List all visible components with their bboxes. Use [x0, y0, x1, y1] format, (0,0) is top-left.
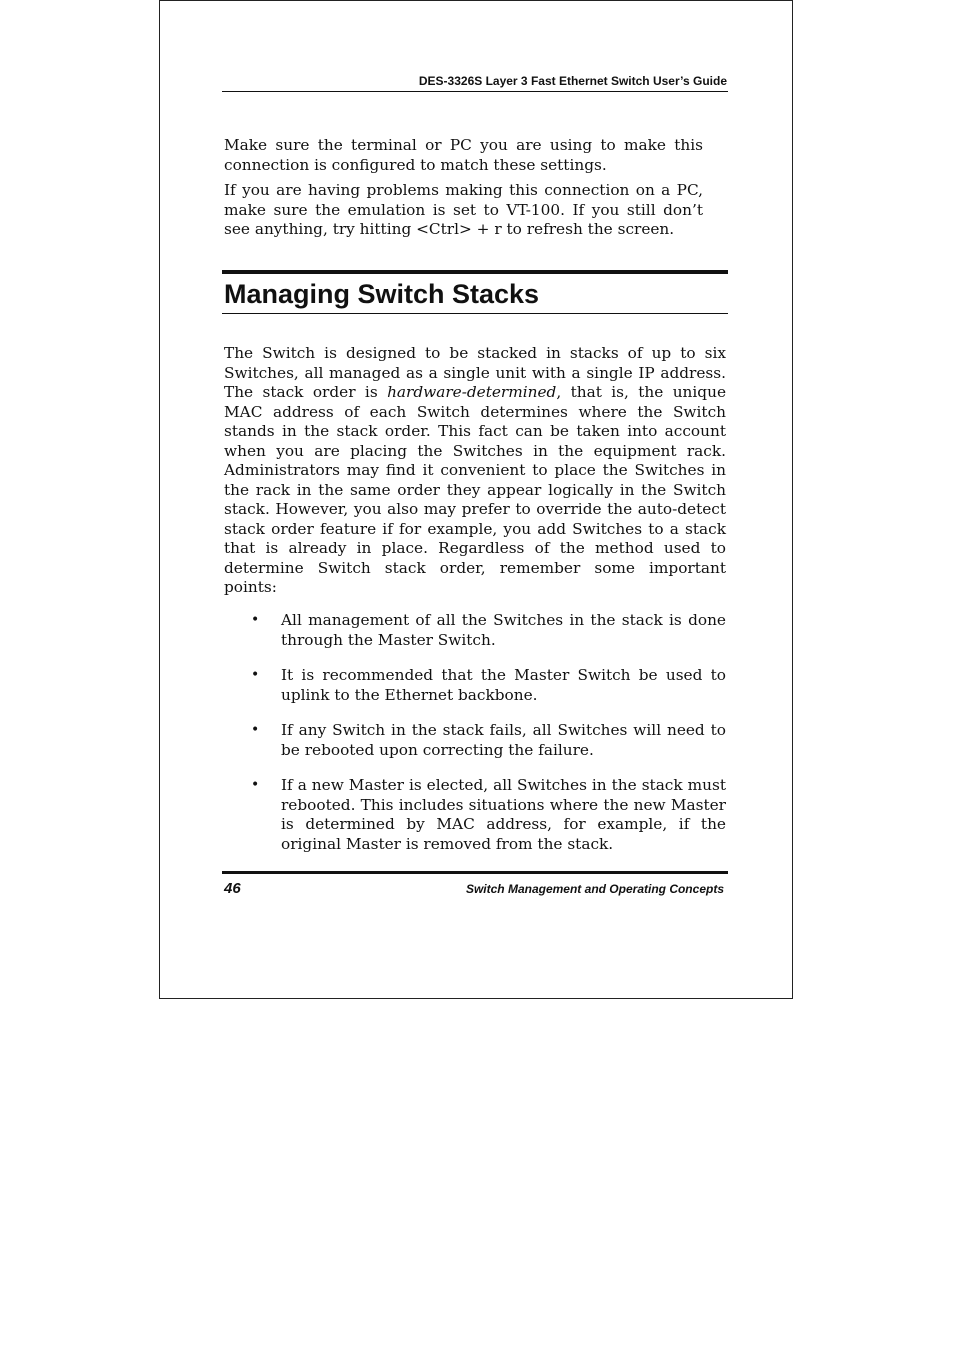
- section-body-paragraph: [224, 344, 726, 598]
- footer-chapter-title: Switch Management and Operating Concepts: [465, 882, 724, 896]
- header-rule: [222, 91, 728, 92]
- section-heading: Managing Switch Stacks: [224, 279, 540, 309]
- important-points-list: [224, 611, 726, 870]
- heading-rule-bottom: [222, 313, 728, 314]
- page-number: 46: [224, 880, 241, 897]
- bullet-icon: •: [251, 612, 260, 628]
- heading-rule-top: [222, 270, 728, 274]
- list-item: [224, 611, 726, 650]
- bullet-icon: •: [251, 722, 260, 738]
- body-text-emphasis: hardware-determined: [387, 383, 557, 401]
- running-header: DES-3326S Layer 3 Fast Ethernet Switch User’s Guide: [418, 74, 727, 88]
- list-item-text: All management of all the Switches in the stack is done through the Master Switch.: [281, 611, 726, 649]
- intro-paragraph-troubleshooting: If you are having problems making this connection on a PC, make sure the emulation is set to VT-100. If you still don’t see anything, try hitting <Ctrl> + r to refresh the screen.: [224, 181, 703, 238]
- list-item-text: It is recommended that the Master Switch be used to uplink to the Ethernet backbone.: [281, 666, 726, 704]
- bullet-icon: •: [251, 777, 260, 793]
- intro-paragraph-settings: Make sure the terminal or PC you are using to make this connection is configured to match these settings.: [224, 136, 703, 174]
- list-item: [224, 721, 726, 760]
- footer-rule: [222, 871, 728, 874]
- bullet-icon: •: [251, 667, 260, 683]
- list-item: [224, 776, 726, 854]
- body-text-end: , that is, the unique MAC address of each Switch determines where the Switch stands in the stack order. This fact can be taken into account when you are placing the Switches in the equipment rack. Administrators may find it convenient to place the Switches in the rack in the same order they appear logically in the Switch stack. However, you also may prefer to override the auto-detect stack order feature if for example, you add Switches to a stack that is already in place. Regardless of the method used to determine Switch stack order, remember some important points:: [224, 383, 726, 596]
- list-item-text: If any Switch in the stack fails, all Switches will need to be rebooted upon correcting the failure.: [281, 721, 726, 759]
- list-item-text: If a new Master is elected, all Switches in the stack must rebooted. This includes situations where the new Master is determined by MAC address, for example, if the original Master is removed from the stack.: [281, 776, 726, 853]
- list-item: [224, 666, 726, 705]
- body-text-start: The Switch is designed to be stacked in stacks of up to six Switches, all managed as a single unit with a single IP address. The stack order is: [224, 344, 726, 401]
